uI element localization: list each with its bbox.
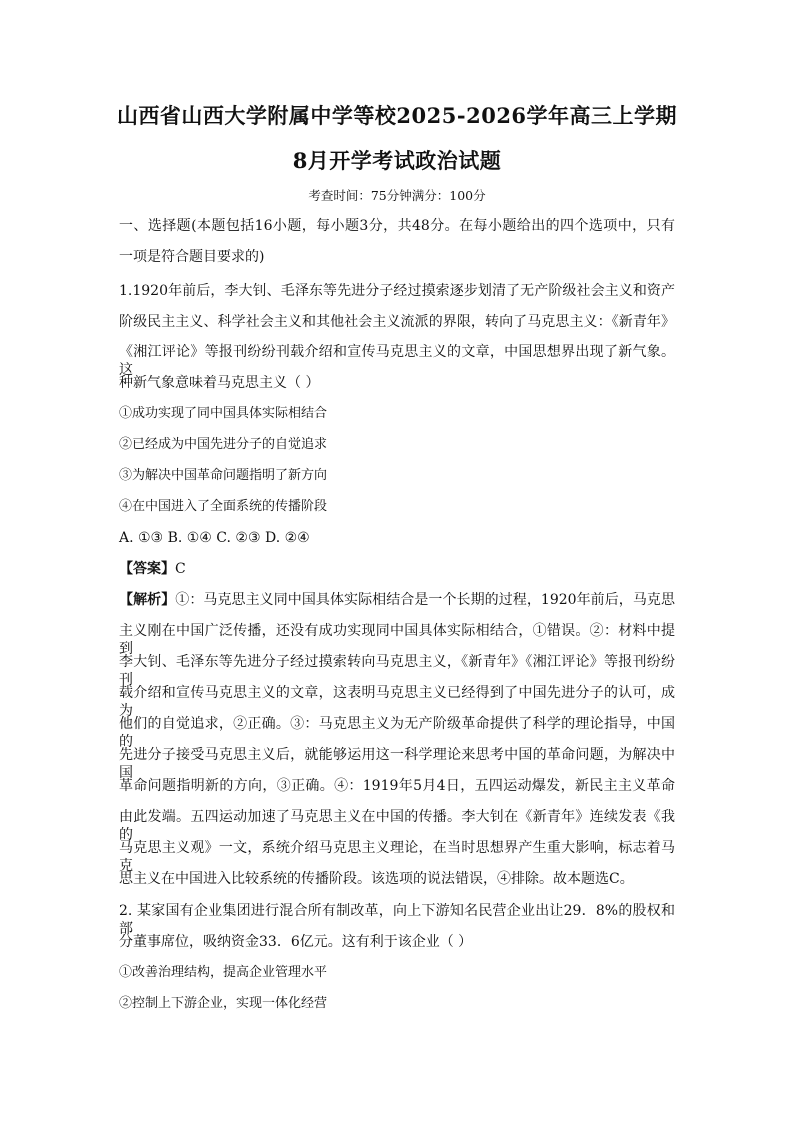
q1-options: A. ①③ B. ①④ C. ②③ D. ②④: [119, 530, 310, 546]
q1-statement-2: ②已经成为中国先进分子的自觉追求: [119, 437, 328, 452]
exam-time-score: 考查时间：75分钟满分：100分: [308, 188, 486, 203]
q1-analysis-line1: [119, 591, 675, 609]
q1-analysis-line9: 马克思主义观》一文，系统介绍马克思主义理论，在当时思想界产生重大影响，标志着马克: [119, 840, 675, 874]
q1-answer: [119, 560, 186, 578]
q1-analysis-line5: 他们的自觉追求，②正确。③：马克思主义为无产阶级革命提供了科学的理论指导，中国的: [119, 716, 675, 750]
q1-stem-line2: 阶级民主主义、科学社会主义和其他社会主义流派的界限，转向了马克思主义：《新青年》: [119, 314, 675, 330]
analysis-text: ①：马克思主义同中国具体实际相结合是一个长期的过程，1920年前后，马克思: [175, 592, 675, 608]
q1-analysis-line3: 李大钊、毛泽东等先进分子经过摸索转向马克思主义，《新青年》《湘江评论》等报刊纷纷刊: [119, 654, 675, 688]
q1-analysis-line2: 主义刚在中国广泛传播，还没有成功实现同中国具体实际相结合，①错误。②：材料中提到: [119, 623, 675, 657]
q1-analysis-line10: 思主义在中国进入比较系统的传播阶段。该选项的说法错误，④排除。故本题选C。: [119, 871, 634, 887]
q1-analysis-line6: 先进分子接受马克思主义后，就能够运用这一科学理论来思考中国的革命问题，为解决中国: [119, 747, 675, 781]
q1-statement-3: ③为解决中国革命问题指明了新方向: [119, 468, 328, 483]
section-heading-line2: 一项是符合题目要求的): [119, 249, 265, 265]
q2-statement-2: ②控制上下游企业，实现一体化经营: [119, 996, 328, 1011]
exam-title-line1: 山西省山西大学附属中学等校2025-2026学年高三上学期: [116, 103, 678, 128]
section-heading-line1: 一、选择题(本题包括16小题，每小题3分，共48分。在每小题给出的四个选项中，只有: [119, 218, 675, 234]
q1-statement-4: ④在中国进入了全面系统的传播阶段: [119, 499, 328, 514]
exam-title-line2: 8月开学考试政治试题: [292, 148, 502, 173]
q2-statement-1: ①改善治理结构，提高企业管理水平: [119, 965, 328, 980]
q1-stem-line1: 1.1920年前后，李大钊、毛泽东等先进分子经过摸索逐步划清了无产阶级社会主义和资产: [119, 283, 675, 299]
answer-label: 【答案】: [119, 561, 175, 577]
q1-statement-1: ①成功实现了同中国具体实际相结合: [119, 406, 328, 421]
q1-stem-line4: 种新气象意味着马克思主义（ ）: [119, 375, 320, 391]
q2-stem-line2: 分董事席位，吸纳资金33．6亿元。这有利于该企业（ ）: [119, 934, 473, 950]
answer-value: C: [175, 561, 186, 577]
q1-stem-line3: 《湘江评论》等报刊纷纷刊载介绍和宣传马克思主义的文章，中国思想界出现了新气象。这: [119, 344, 675, 378]
analysis-label: 【解析】: [119, 592, 176, 608]
q1-analysis-line7: 革命问题指明新的方向，③正确。④：1919年5月4日，五四运动爆发，新民主主义革命: [119, 778, 675, 794]
q1-analysis-line4: 载介绍和宣传马克思主义的文章，这表明马克思主义已经得到了中国先进分子的认可，成为: [119, 685, 675, 719]
q2-stem-line1: 2. 某家国有企业集团进行混合所有制改革，向上下游知名民营企业出让29．8%的股权和部: [119, 903, 675, 937]
q1-analysis-line8: 由此发端。五四运动加速了马克思主义在中国的传播。李大钊在《新青年》连续发表《我的: [119, 809, 675, 843]
